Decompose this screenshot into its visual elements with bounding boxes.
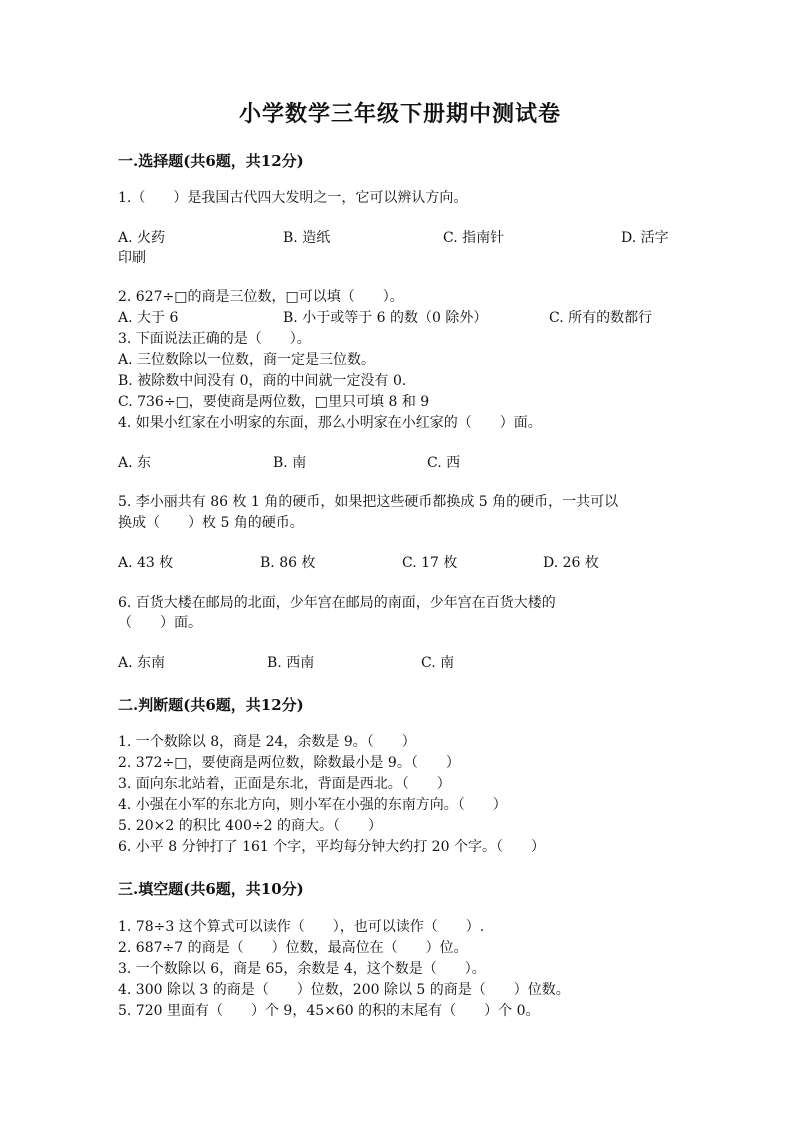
- q3-option-b: B. 被除数中间没有 0，商的中间就一定没有 0.: [118, 373, 407, 389]
- q1-option-d: D. 活字: [621, 230, 669, 246]
- q5-option-c: C. 17 枚: [402, 555, 458, 571]
- fill-item-3: 3. 一个数除以 6，商是 65，余数是 4，这个数是（ ）。: [118, 961, 486, 977]
- q1-option-b: B. 造纸: [283, 230, 331, 246]
- q1-option-c: C. 指南针: [443, 230, 505, 246]
- q1-option-d-wrap: 印刷: [118, 250, 146, 266]
- question-5-line-1: 5. 李小丽共有 86 枚 1 角的硬币，如果把这些硬币都换成 5 角的硬币，一共可以: [118, 494, 619, 510]
- q4-option-c: C. 西: [427, 455, 461, 471]
- fill-item-2: 2. 687÷7 的商是（ ）位数，最高位在（ ）位。: [118, 940, 468, 956]
- q6-option-a: A. 东南: [118, 655, 166, 671]
- judgement-item-3: 3. 面向东北站着，正面是东北，背面是西北。（ ）: [118, 776, 451, 792]
- q5-option-a: A. 43 枚: [118, 555, 174, 571]
- q2-option-c: C. 所有的数都行: [549, 310, 653, 326]
- question-6-line-1: 6. 百货大楼在邮局的北面，少年宫在邮局的南面，少年宫在百货大楼的: [118, 595, 556, 611]
- q5-option-b: B. 86 枚: [260, 555, 316, 571]
- judgement-item-1: 1. 一个数除以 8，商是 24，余数是 9。（ ）: [118, 734, 416, 750]
- q3-option-c: C. 736÷□，要使商是两位数，□里只可填 8 和 9: [118, 394, 430, 410]
- judgement-item-6: 6. 小平 8 分钟打了 161 个字，平均每分钟大约打 20 个字。（ ）: [118, 839, 545, 855]
- q3-option-a: A. 三位数除以一位数，商一定是三位数。: [118, 352, 376, 368]
- section-heading-judgement: 二.判断题(共6题，共12分): [118, 696, 304, 714]
- q4-option-b: B. 南: [273, 455, 307, 471]
- q1-option-a: A. 火药: [118, 230, 166, 246]
- question-2: 2. 627÷□的商是三位数，□可以填（ ）。: [118, 289, 404, 305]
- q6-option-b: B. 西南: [267, 655, 315, 671]
- section-heading-choice: 一.选择题(共6题，共12分): [118, 152, 304, 170]
- question-1: 1.（ ）是我国古代四大发明之一，它可以辨认方向。: [118, 190, 468, 206]
- judgement-item-5: 5. 20×2 的积比 400÷2 的商大。（ ）: [118, 818, 382, 834]
- q2-option-b: B. 小于或等于 6 的数（0 除外）: [283, 310, 488, 326]
- fill-item-4: 4. 300 除以 3 的商是（ ）位数，200 除以 5 的商是（ ）位数。: [118, 982, 570, 998]
- section-heading-fill-blank: 三.填空题(共6题，共10分): [118, 880, 304, 898]
- q5-option-d: D. 26 枚: [543, 555, 599, 571]
- q2-option-a: A. 大于 6: [118, 310, 179, 326]
- question-3: 3. 下面说法正确的是（ ）。: [118, 331, 311, 347]
- question-4: 4. 如果小红家在小明家的东面，那么小明家在小红家的（ ）面。: [118, 415, 542, 431]
- judgement-item-4: 4. 小强在小军的东北方向，则小军在小强的东南方向。（ ）: [118, 797, 507, 813]
- q6-option-c: C. 南: [421, 655, 455, 671]
- fill-item-1: 1. 78÷3 这个算式可以读作（ ），也可以读作（ ）.: [118, 919, 485, 935]
- question-5-line-2: 换成（ ）枚 5 角的硬币。: [118, 515, 304, 531]
- q4-option-a: A. 东: [118, 455, 152, 471]
- page-title: 小学数学三年级下册期中测试卷: [238, 101, 561, 127]
- fill-item-5: 5. 720 里面有（ ）个 9，45×60 的积的末尾有（ ）个 0。: [118, 1003, 540, 1019]
- question-6-line-2: （ ）面。: [118, 615, 202, 631]
- judgement-item-2: 2. 372÷□，要使商是两位数，除数最小是 9。（ ）: [118, 755, 460, 771]
